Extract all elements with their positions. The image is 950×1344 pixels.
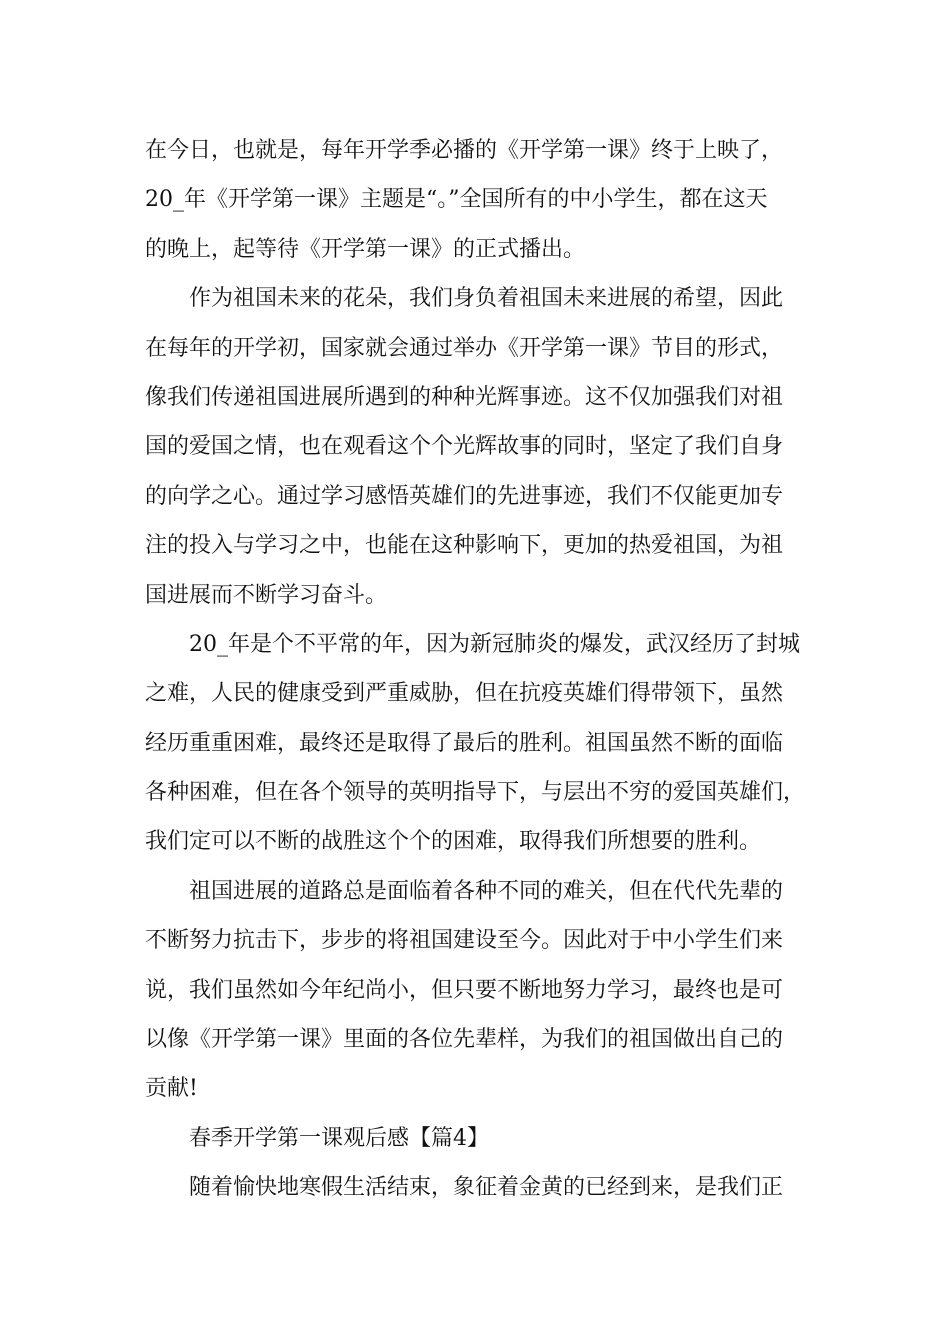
text-line: 我们定可以不断的战胜这个个的困难，取得我们所想要的胜利。 bbox=[145, 829, 762, 855]
document-body bbox=[145, 126, 810, 1213]
text-line: 随着愉快地寒假生活结束，象征着金黄的已经到来，是我们正 bbox=[189, 1175, 784, 1201]
text-line: 说，我们虽然如今年纪尚小，但只要不断地努力学习，最终也是可 bbox=[145, 977, 784, 1003]
text-line: 贡献! bbox=[145, 1076, 198, 1102]
text-line: 国进展而不断学习奋斗。 bbox=[145, 582, 388, 608]
text-line: 之难，人民的健康受到严重威胁，但在抗疫英雄们得带领下，虽然 bbox=[145, 681, 784, 707]
text-line: 20_年《开学第一课》主题是“。”全国所有的中小学生，都在这天 bbox=[145, 187, 768, 213]
text-line: 在每年的开学初，国家就会通过举办《开学第一课》节目的形式， bbox=[145, 335, 784, 361]
text-line: 注的投入与学习之中，也能在这种影响下，更加的热爱祖国，为祖 bbox=[145, 533, 784, 559]
text-line: 国的爱国之情，也在观看这个个光辉故事的同时，坚定了我们自身 bbox=[145, 434, 784, 460]
text-line: 的向学之心。通过学习感悟英雄们的先进事迹，我们不仅能更加专 bbox=[145, 483, 784, 509]
text-line: 作为祖国未来的花朵，我们身负着祖国未来进展的希望，因此 bbox=[189, 286, 784, 312]
section-heading: 春季开学第一课观后感【篇4】 bbox=[189, 1125, 489, 1151]
text-line: 20_年是个不平常的年，因为新冠肺炎的爆发，武汉经历了封城 bbox=[189, 631, 800, 657]
text-line: 经历重重困难，最终还是取得了最后的胜利。祖国虽然不断的面临 bbox=[145, 730, 784, 756]
text-line: 各种困难，但在各个领导的英明指导下，与层出不穷的爱国英雄们， bbox=[145, 780, 806, 806]
text-line: 以像《开学第一课》里面的各位先辈样，为我们的祖国做出自己的 bbox=[145, 1027, 784, 1053]
text-line: 不断努力抗击下，步步的将祖国建设至今。因此对于中小学生们来 bbox=[145, 928, 784, 954]
text-line: 在今日，也就是，每年开学季必播的《开学第一课》终于上映了， bbox=[145, 138, 784, 163]
text-line: 祖国进展的道路总是面临着各种不同的难关，但在代代先辈的 bbox=[189, 878, 784, 904]
text-line: 像我们传递祖国进展所遇到的种种光辉事迹。这不仅加强我们对祖 bbox=[145, 384, 784, 410]
text-line: 的晚上，起等待《开学第一课》的正式播出。 bbox=[145, 236, 586, 262]
